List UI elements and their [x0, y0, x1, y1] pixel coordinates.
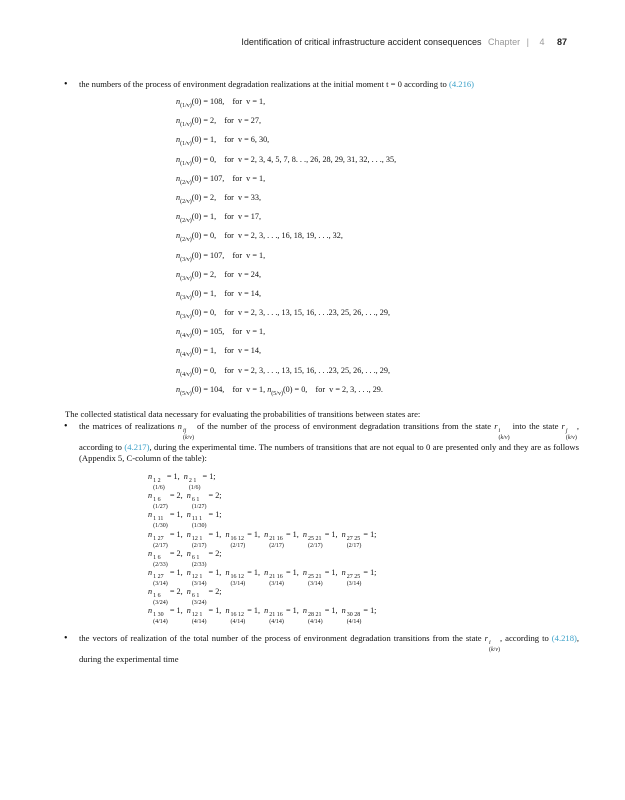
equation-row: $n_{(4/v)}(0) = 105$, for v = 1,: [176, 327, 266, 340]
equation-row: $n_{(1/v)}(0) = 2$, for v = 27,: [176, 116, 262, 129]
header-separator: |: [526, 37, 529, 47]
equation-link-4-217[interactable]: (4.217): [124, 442, 150, 452]
equation-row: $n_{(2/v)}(0) = 107$, for v = 1,: [176, 173, 266, 186]
header-chapter-number: 4: [539, 37, 545, 47]
bullet-transition-matrices: • the matrices of realizations n ij (k/v) of the number of the process of environment degradation transitions from the state r i (k/v) into the state r j (k/v) , according to (4.217), during the experimental time. The numbers of transitions that are not equal to 0 are presented only and they are as follows (Appendix 5, C-column of the table):: [65, 421, 579, 464]
equation-row: $n_{(4/v)}(0) = 1$, for v = 14,: [176, 346, 262, 359]
transition-equation-row: n 1 2 (1/6) = 1, n 2 1 (1/6) = 1;: [148, 472, 216, 491]
transition-equation-row: n 1 6 (1/27) = 2, n 6 1 (1/27) = 2;: [148, 491, 222, 511]
equation-row: $n_{(3/v)}(0) = 0$, for v = 2, 3, . . ., 13, 15, 16, . . .23, 25, 26, . . ., 29,: [176, 308, 390, 321]
equation-row: $n_{(3/v)}(0) = 107$, for v = 1,: [176, 250, 266, 263]
equation-row: $n_{(1/v)}(0) = 108$, for v = 1,: [176, 97, 266, 109]
header-title: Identification of critical infrastructure accident consequences: [241, 37, 482, 47]
transition-equation-row: n 1 6 (3/24) = 2, n 6 1 (3/24) = 2;: [148, 587, 222, 607]
bullet-initial-numbers: • the numbers of the process of environment degradation realizations at the initial moment t = 0 according to (4.216): [65, 79, 579, 90]
equation-row: $n_{(2/v)}(0) = 1$, for v = 17,: [176, 212, 262, 225]
header-chapter: Chapter: [488, 37, 521, 47]
equation-row: $n_{(3/v)}(0) = 1$, for v = 14,: [176, 288, 262, 301]
transition-equation-row: n 1 30 (4/14) = 1, n 12 1 (4/14) = 1, n 16 12 (4/14) = 1, n 21 16 (4/14) = 1, n 28 21 (4/14) = 1, n 30 28 (4/14) = 1;: [148, 606, 377, 626]
equation-row: $n_{(3/v)}(0) = 2$, for v = 24,: [176, 269, 262, 282]
equation-row: $n_{(2/v)}(0) = 2$, for v = 33,: [176, 192, 262, 205]
running-header: [241, 37, 567, 47]
transition-equation-row: n 1 27 (3/14) = 1, n 12 1 (3/14) = 1, n 16 12 (3/14) = 1, n 21 16 (3/14) = 1, n 25 21 (3/14) = 1, n 27 25 (3/14) = 1;: [148, 567, 377, 587]
equation-link-4-216[interactable]: (4.216): [448, 79, 475, 89]
transition-equation-row: n 1 11 (1/30) = 1, n 11 1 (1/30) = 1;: [148, 510, 222, 530]
equation-row: $n_{(5/v)}(0) = 104$, for v = 1, $n_{(5/v)}(0) = 0$, for v = 2, 3, . . ., 29.: [176, 384, 383, 397]
transition-equation-row: n 1 6 (2/33) = 2, n 6 1 (2/33) = 2;: [148, 548, 222, 568]
equation-row: $n_{(2/v)}(0) = 0$, for v = 2, 3, . . ., 16, 18, 19, . . ., 32,: [176, 231, 343, 244]
page-number: 87: [556, 37, 567, 47]
transition-count-equations: [148, 467, 377, 626]
initial-realizations-equations: [176, 92, 396, 399]
collected-data-paragraph: The collected statistical data necessary for evaluating the probabilities of transitions between states are:: [65, 409, 421, 419]
bullet-total-transition-vectors: • the vectors of realization of the total number of the process of environment degradation transitions from the state r i (k/v) , according to (4.218), during the experimental time: [65, 633, 579, 665]
equation-row: $n_{(1/v)}(0) = 0$, for v = 2, 3, 4, 5, 7, 8. . ., 26, 28, 29, 31, 32, . . ., 35,: [176, 154, 397, 167]
equation-link-4-218[interactable]: (4.218): [551, 633, 577, 643]
equation-row: $n_{(1/v)}(0) = 1$, for v = 6, 30,: [176, 135, 270, 148]
transition-equation-row: n 1 27 (2/17) = 1, n 12 1 (2/17) = 1, n 16 12 (2/17) = 1, n 21 16 (2/17) = 1, n 25 21 (2/17) = 1, n 27 25 (2/17) = 1;: [148, 529, 377, 549]
equation-row: $n_{(4/v)}(0) = 0$, for v = 2, 3, . . ., 13, 15, 16, . . .23, 25, 26, . . ., 29,: [176, 365, 390, 378]
